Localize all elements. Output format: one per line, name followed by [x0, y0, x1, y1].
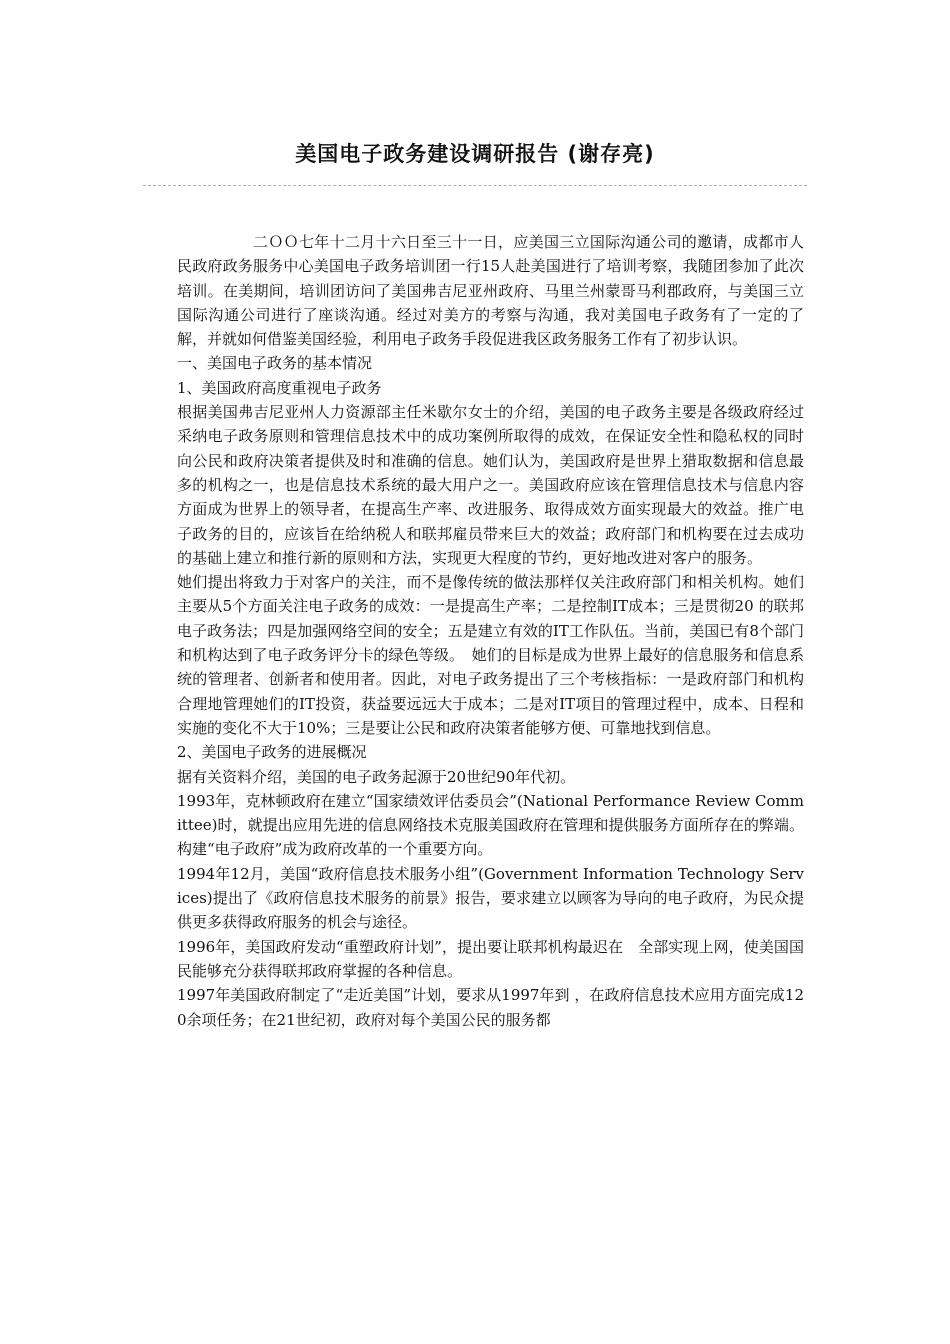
paragraph: 她们提出将致力于对客户的关注，而不是像传统的做法那样仅关注政府部门和相关机构。她们主要从5个方面关注电子政务的成效：一是提高生产率；二是控制IT成本；三是贯彻20 的联邦电子政务法；四是加强网络空间的安全；五是建立有效的IT工作队伍。当前，美国已有8个部门和机构达到了电子政务评分卡的绿色等级。 她们的目标是成为世界上最好的信息服务和信息系统的管理者、创新者和使用者。因此，对电子政务提出了三个考核指标：一是政府部门和机构合理地管理她们的IT投资，获益要远远大于成本；二是对IT项目的管理过程中，成本、日程和实施的变化不大于10%；三是要让公民和政府决策者能够方便、可靠地找到信息。: [177, 573, 804, 737]
paragraph: 1994年12月，美国“政府信息技术服务小组”(Government Information Technology Services)提出了《政府信息技术服务的前景》报告，要求建立以顾客为导向的电子政府，为民众提供更多获得政府服务的机会与途径。: [177, 864, 804, 932]
paragraph-intro: 二ＯＯ七年十二月十六日至三十一日，应美国三立国际沟通公司的邀请，成都市人民政府政务服务中心美国电子政务培训团一行15人赴美国进行了培训考察，我随团参加了此次培训。在美期间，培训团访问了美国弗吉尼亚州政府、马里兰州蒙哥马利郡政府，与美国三立国际沟通公司进行了座谈沟通。经过对美方的考察与沟通，我对美国电子政务有了一定的了解，并就如何借鉴美国经验，利用电子政务手段促进我区政务服务工作有了初步认识。: [177, 233, 804, 349]
subsection-heading-2: 2、美国电子政务的进展概况: [177, 743, 367, 762]
document-body: [177, 230, 804, 1032]
paragraph: 1997年美国政府制定了“走近美国”计划，要求从1997年到 ，在政府信息技术应用方面完成120余项任务；在21世纪初，政府对每个美国公民的服务都: [177, 986, 804, 1029]
section-heading-1: 一、美国电子政务的基本情况: [177, 354, 373, 373]
paragraph: 根据美国弗吉尼亚州人力资源部主任米歇尔女士的介绍，美国的电子政务主要是各级政府经过采纳电子政务原则和管理信息技术中的成功案例所取得的成效，在保证安全性和隐私权的同时向公民和政府决策者提供及时和准确的信息。她们认为，美国政府是世界上猎取数据和信息最多的机构之一，也是信息技术系统的最大用户之一。美国政府应该在管理信息技术与信息内容方面成为世界上的领导者，在提高生产率、改进服务、取得成效方面实现最大的效益。推广电子政务的目的，应该旨在给纳税人和联邦雇员带来巨大的效益；政府部门和机构要在过去成功的基础上建立和推行新的原则和方法，实现更大程度的节约，更好地改进对客户的服务。: [177, 403, 804, 567]
document-title: 美国电子政务建设调研报告 (谢存亮): [295, 142, 655, 166]
paragraph: 1993年，克林顿政府在建立“国家绩效评估委员会”(National Performance Review Committee)时，就提出应用先进的信息网络技术克服美国政府在管理和提供服务方面所存在的弊端。构建“电子政府”成为政府改革的一个重要方向。: [177, 791, 804, 859]
paragraph: 1996年，美国政府发动“重塑政府计划”，提出要让联邦机构最迟在 全部实现上网，使美国国民能够充分获得联邦政府掌握的各种信息。: [177, 937, 804, 980]
paragraph: 据有关资料介绍，美国的电子政务起源于20世纪90年代初。: [177, 767, 576, 786]
title-divider: [143, 185, 807, 186]
subsection-heading-1: 1、美国政府高度重视电子政务: [177, 378, 382, 397]
